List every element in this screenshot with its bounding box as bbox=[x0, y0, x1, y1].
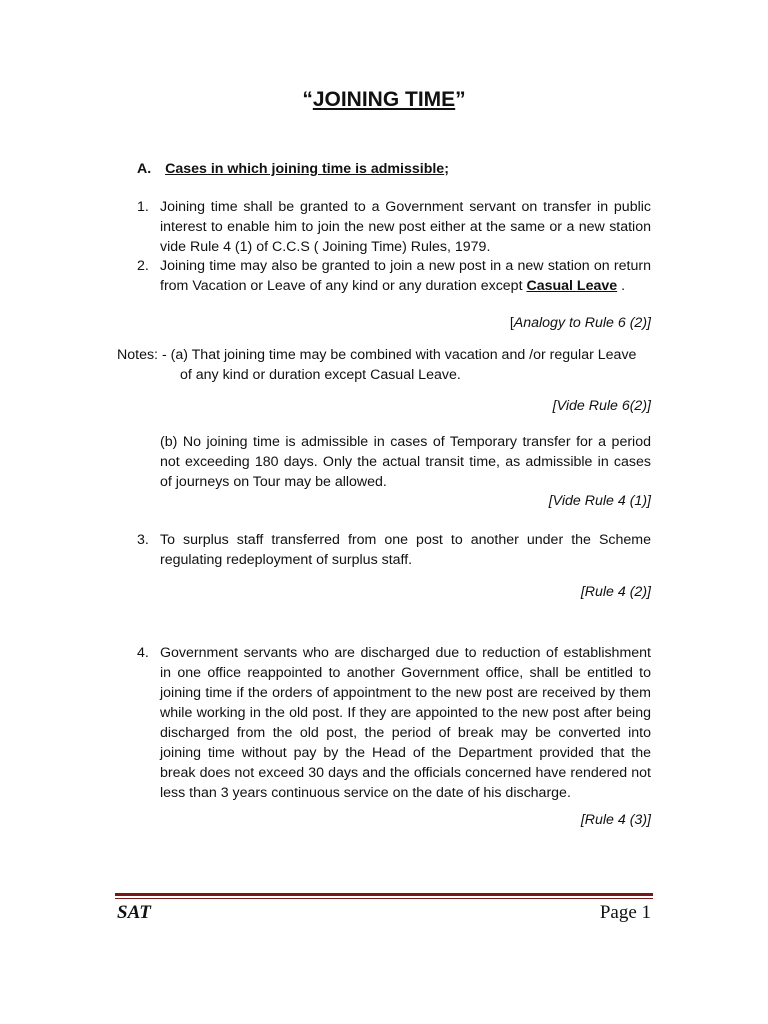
notes-a bbox=[117, 345, 651, 385]
notes-line-1: Notes: - (a) That joining time may be combined with vacation and /or regular Leave bbox=[117, 347, 637, 363]
list-item-text: To surplus staff transferred from one post to another under the Scheme regulating redeployment of surplus staff. bbox=[160, 532, 651, 568]
title-text: JOINING TIME bbox=[312, 88, 456, 111]
list-item-number: 3. bbox=[137, 532, 149, 548]
reference-rule-4-3: [Rule 4 (3)] bbox=[580, 812, 651, 828]
section-a-heading bbox=[137, 159, 657, 179]
footer-rule bbox=[115, 893, 653, 899]
reference-vide-rule-6-2: [Vide Rule 6(2)] bbox=[552, 398, 651, 414]
title-close-quote: ” bbox=[455, 88, 466, 111]
footer-rule-thick bbox=[115, 893, 653, 896]
list-item-1 bbox=[137, 197, 651, 257]
list-item-text bbox=[160, 256, 651, 296]
list-item-text-before: Joining time may also be granted to join a new post in a new station on return from Vacation or Leave of any kind or any duration except bbox=[160, 258, 651, 294]
reference-rule-4-2: [Rule 4 (2)] bbox=[580, 584, 651, 600]
list-item-number: 4. bbox=[137, 645, 149, 661]
list-item-text-after: . bbox=[617, 278, 626, 294]
notes-line-2: of any kind or duration except Casual Leave. bbox=[180, 367, 461, 383]
section-heading-trail: ; bbox=[444, 161, 449, 177]
list-item-4 bbox=[137, 643, 651, 803]
reference-text: Analogy to Rule 6 (2)] bbox=[513, 315, 651, 331]
footer-rule-thin bbox=[115, 898, 653, 899]
reference-bracket: [ bbox=[509, 315, 514, 331]
list-item-text: Joining time shall be granted to a Government servant on transfer in public interest to enable him to join the new post either at the same or a new station vide Rule 4 (1) of C.C.S ( Joining Time) Rules, 1979. bbox=[160, 199, 651, 255]
section-heading-text: Cases in which joining time is admissible bbox=[165, 161, 445, 177]
list-item-3 bbox=[137, 530, 651, 570]
list-item-number: 1. bbox=[137, 199, 149, 215]
casual-leave-emphasis: Casual Leave bbox=[526, 278, 618, 294]
page-number: Page 1 bbox=[599, 902, 651, 923]
footer-left-label: SAT bbox=[117, 902, 151, 923]
reference-analogy-rule-6-2 bbox=[510, 313, 651, 333]
section-marker: A. bbox=[137, 161, 152, 177]
title-open-quote: “ bbox=[302, 88, 313, 111]
reference-vide-rule-4-1: [Vide Rule 4 (1)] bbox=[548, 493, 651, 509]
list-item-text: Government servants who are discharged due to reduction of establishment in one office reappointed to another Government office, shall be entitled to joining time if the orders of appointment to the new post are received by them while working in the old post. If they are appointed to the new post after being discharged from the old post, the period of break may be converted into joining time without pay by the Head of the Department provided that the break does not exceed 30 days and the officials concerned have rendered not less than 3 years continuous service on the date of his discharge. bbox=[160, 645, 651, 801]
page-title bbox=[0, 86, 768, 114]
list-item-2 bbox=[137, 256, 651, 296]
notes-b: (b) No joining time is admissible in cases of Temporary transfer for a period not exceeding 180 days. Only the actual transit time, as admissible in cases of journeys on Tour may be allowed. bbox=[160, 434, 651, 490]
list-item-number: 2. bbox=[137, 258, 149, 274]
